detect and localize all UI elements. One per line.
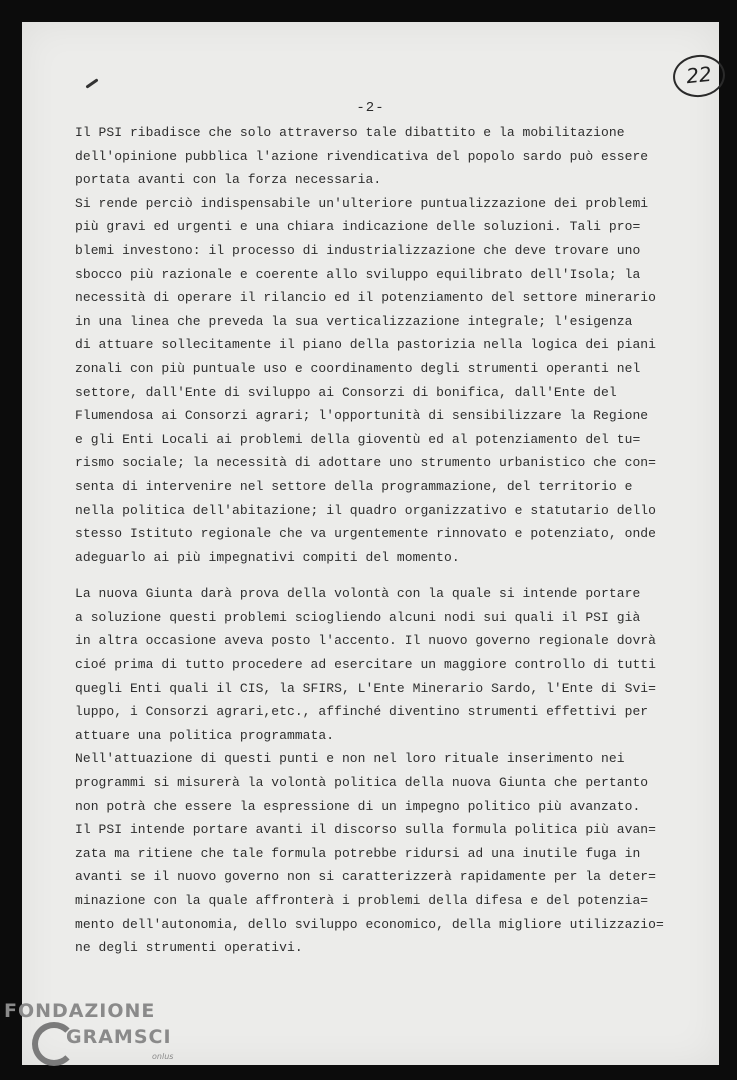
paragraph (75, 582, 700, 747)
text-line: Flumendosa ai Consorzi agrari; l'opportunità di sensibilizzare la Regione (75, 408, 649, 424)
text-line: zata ma ritiene che tale formula potrebbe ridursi ad una inutile fuga in (75, 845, 641, 861)
paragraph (75, 192, 700, 570)
text-line: attuare una politica programmata. (75, 727, 335, 743)
typed-body-text (75, 121, 700, 960)
text-line: senta di intervenire nel settore della programmazione, del territorio e (75, 478, 633, 494)
text-line: cioé prima di tutto procedere ad esercitare un maggiore controllo di tutti (75, 657, 656, 673)
text-line: necessità di operare il rilancio ed il potenziamento del settore minerario (75, 290, 656, 306)
text-line: blemi investono: il processo di industrializzazione che deve trovare uno (75, 242, 641, 258)
paragraph (75, 121, 700, 192)
handwritten-page-annotation: 22 (671, 52, 727, 99)
watermark-line2: GRAMSCI (66, 1026, 172, 1048)
text-line: zonali con più puntuale uso e coordinamento degli strumenti operanti nel (75, 360, 641, 376)
text-line: non potrà che essere la espressione di un impegno politico più avanzato. (75, 798, 641, 814)
text-line: dell'opinione pubblica l'azione rivendicativa del popolo sardo può essere (75, 148, 649, 164)
paragraph (75, 747, 700, 959)
text-line: in altra occasione aveva posto l'accento. Il nuovo governo regionale dovrà (75, 633, 656, 649)
document-page (22, 22, 719, 1065)
text-line: portata avanti con la forza necessaria. (75, 172, 382, 188)
text-line: nella politica dell'abitazione; il quadro organizzativo e statutario dello (75, 502, 656, 518)
fondazione-gramsci-watermark (4, 1000, 194, 1078)
text-line: rismo sociale; la necessità di adottare uno strumento urbanistico che con= (75, 455, 656, 471)
text-line: in una linea che preveda la sua verticalizzazione integrale; l'esigenza (75, 313, 633, 329)
text-line: La nuova Giunta darà prova della volontà con la quale si intende portare (75, 586, 641, 602)
text-line: stesso Istituto regionale che va urgentemente rinnovato e potenziato, onde (75, 526, 656, 542)
text-line: più gravi ed urgenti e una chiara indicazione delle soluzioni. Tali pro= (75, 219, 641, 235)
text-line: a soluzione questi problemi sciogliendo alcuni nodi sui quali il PSI già (75, 609, 641, 625)
watermark-suffix: onlus (152, 1052, 174, 1061)
watermark-line1: FONDAZIONE (4, 1000, 156, 1022)
text-line: Il PSI intende portare avanti il discorso sulla formula politica più avan= (75, 822, 656, 838)
text-line: adeguarlo ai più impegnativi compiti del momento. (75, 549, 460, 565)
text-line: ne degli strumenti operativi. (75, 940, 303, 956)
text-line: e gli Enti Locali ai problemi della gioventù ed al potenziamento del tu= (75, 431, 641, 447)
text-line: programmi si misurerà la volontà politica della nuova Giunta che pertanto (75, 775, 649, 791)
text-line: luppo, i Consorzi agrari,etc., affinché diventino strumenti effettivi per (75, 704, 649, 720)
text-line: Si rende perciò indispensabile un'ulteriore puntualizzazione dei problemi (75, 195, 649, 211)
text-line: settore, dall'Ente di sviluppo ai Consorzi di bonifica, dall'Ente del (75, 384, 617, 400)
text-line: minazione con la quale affronterà i problemi della difesa e del potenzia= (75, 893, 649, 908)
text-line: di attuare sollecitamente il piano della pastorizia nella logica dei piani (75, 337, 656, 353)
text-line: sbocco più razionale e coerente allo sviluppo equilibrato dell'Isola; la (75, 266, 641, 282)
text-line: Il PSI ribadisce che solo attraverso tale dibattito e la mobilitazione (75, 125, 625, 140)
page-number: -2- (356, 100, 385, 116)
pen-mark (85, 78, 98, 88)
text-line: Nell'attuazione di questi punti e non nel loro rituale inserimento nei (75, 751, 625, 767)
text-line: quegli Enti quali il CIS, la SFIRS, L'Ente Minerario Sardo, l'Ente di Svi= (75, 680, 656, 696)
text-line: mento dell'autonomia, dello sviluppo economico, della migliore utilizzazio= (75, 916, 664, 932)
text-line: avanti se il nuovo governo non si caratterizzerà rapidamente per la deter= (75, 869, 656, 885)
